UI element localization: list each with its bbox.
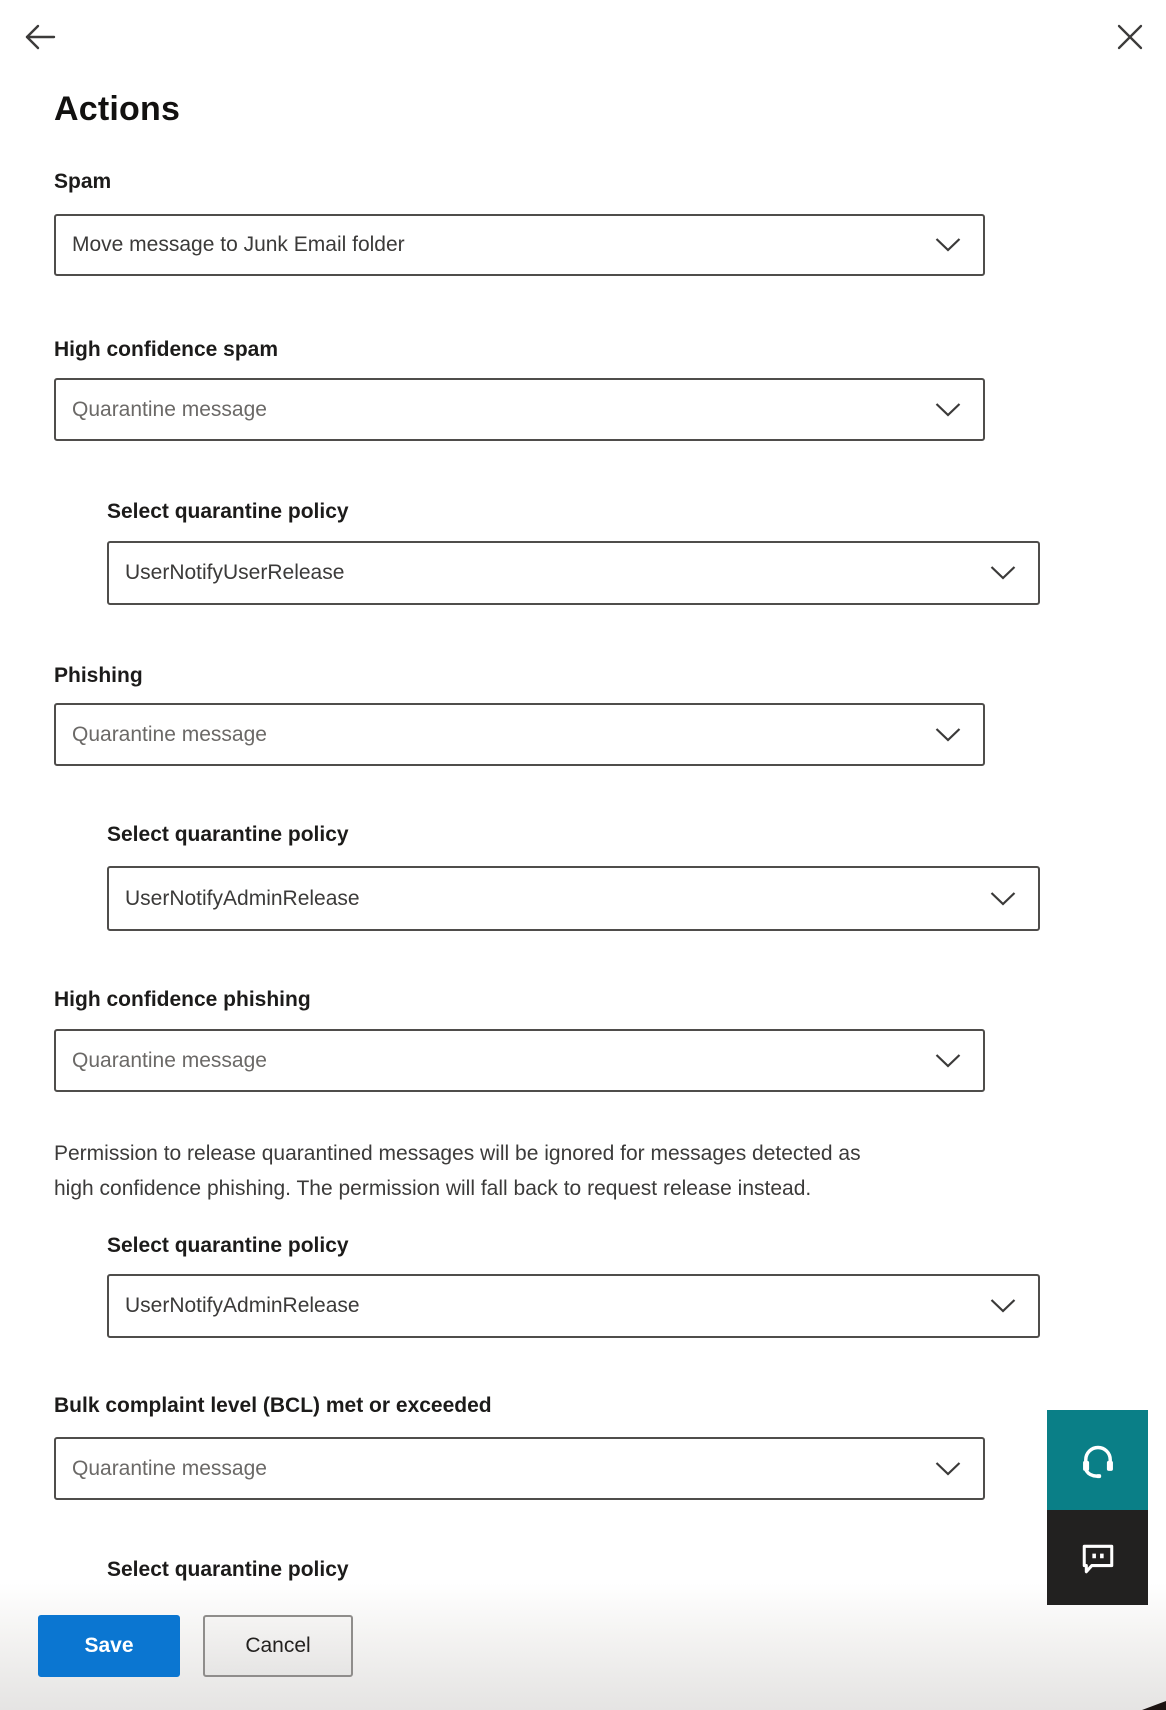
feedback-button[interactable] <box>1047 1510 1148 1605</box>
close-button[interactable] <box>1112 20 1148 56</box>
spam-label: Spam <box>54 170 112 193</box>
chevron-down-icon <box>935 1461 961 1476</box>
save-button[interactable]: Save <box>38 1615 180 1677</box>
high-confidence-spam-label: High confidence spam <box>54 338 279 361</box>
chevron-down-icon <box>935 727 961 742</box>
quarantine-policy-label-bcl-truncated: Select quarantine policy <box>107 1558 349 1581</box>
quarantine-policy-dropdown-phishing[interactable] <box>107 866 1040 931</box>
dropdown-value: Quarantine message <box>72 1456 267 1480</box>
quarantine-policy-label-hcp: Select quarantine policy <box>107 1234 349 1257</box>
chevron-down-icon <box>990 891 1016 906</box>
headset-icon <box>1075 1437 1121 1483</box>
back-button[interactable] <box>22 20 58 56</box>
note-line-2: high confidence phishing. The permission will fall back to request release instead. <box>54 1177 812 1200</box>
chevron-down-icon <box>935 1053 961 1068</box>
dropdown-value: Quarantine message <box>72 1048 267 1072</box>
cancel-button[interactable]: Cancel <box>203 1615 353 1677</box>
quarantine-policy-label-spam: Select quarantine policy <box>107 500 349 523</box>
quarantine-policy-label-phishing: Select quarantine policy <box>107 823 349 846</box>
phishing-action-dropdown[interactable] <box>54 703 985 766</box>
note-line-1: Permission to release quarantined messages will be ignored for messages detected as <box>54 1142 861 1165</box>
phishing-label: Phishing <box>54 664 143 687</box>
bulk-complaint-level-label: Bulk complaint level (BCL) met or exceeded <box>54 1394 492 1417</box>
high-confidence-phishing-dropdown[interactable] <box>54 1029 985 1092</box>
spam-action-dropdown[interactable] <box>54 214 985 276</box>
dropdown-value: Quarantine message <box>72 722 267 746</box>
hcp-permission-note <box>54 1136 1044 1206</box>
dropdown-value: UserNotifyUserRelease <box>125 561 345 584</box>
dropdown-value: UserNotifyAdminRelease <box>125 1294 360 1317</box>
dropdown-value: Quarantine message <box>72 397 267 421</box>
dropdown-value: Move message to Junk Email folder <box>72 233 405 256</box>
arrow-left-icon <box>23 20 57 54</box>
high-confidence-spam-dropdown[interactable] <box>54 378 985 441</box>
high-confidence-phishing-label: High confidence phishing <box>54 988 311 1011</box>
footer-bar <box>0 1583 1166 1710</box>
quarantine-policy-dropdown-hcp[interactable] <box>107 1274 1040 1338</box>
chevron-down-icon <box>990 566 1016 581</box>
chevron-down-icon <box>935 402 961 417</box>
chevron-down-icon <box>990 1299 1016 1314</box>
close-icon <box>1115 22 1145 52</box>
page-title: Actions <box>54 90 181 128</box>
contact-support-button[interactable] <box>1047 1410 1148 1510</box>
bulk-complaint-level-dropdown[interactable] <box>54 1437 985 1500</box>
chevron-down-icon <box>935 238 961 253</box>
quarantine-policy-dropdown-spam[interactable] <box>107 541 1040 605</box>
dropdown-value: UserNotifyAdminRelease <box>125 886 360 910</box>
feedback-speech-bubble-icon <box>1076 1536 1120 1580</box>
